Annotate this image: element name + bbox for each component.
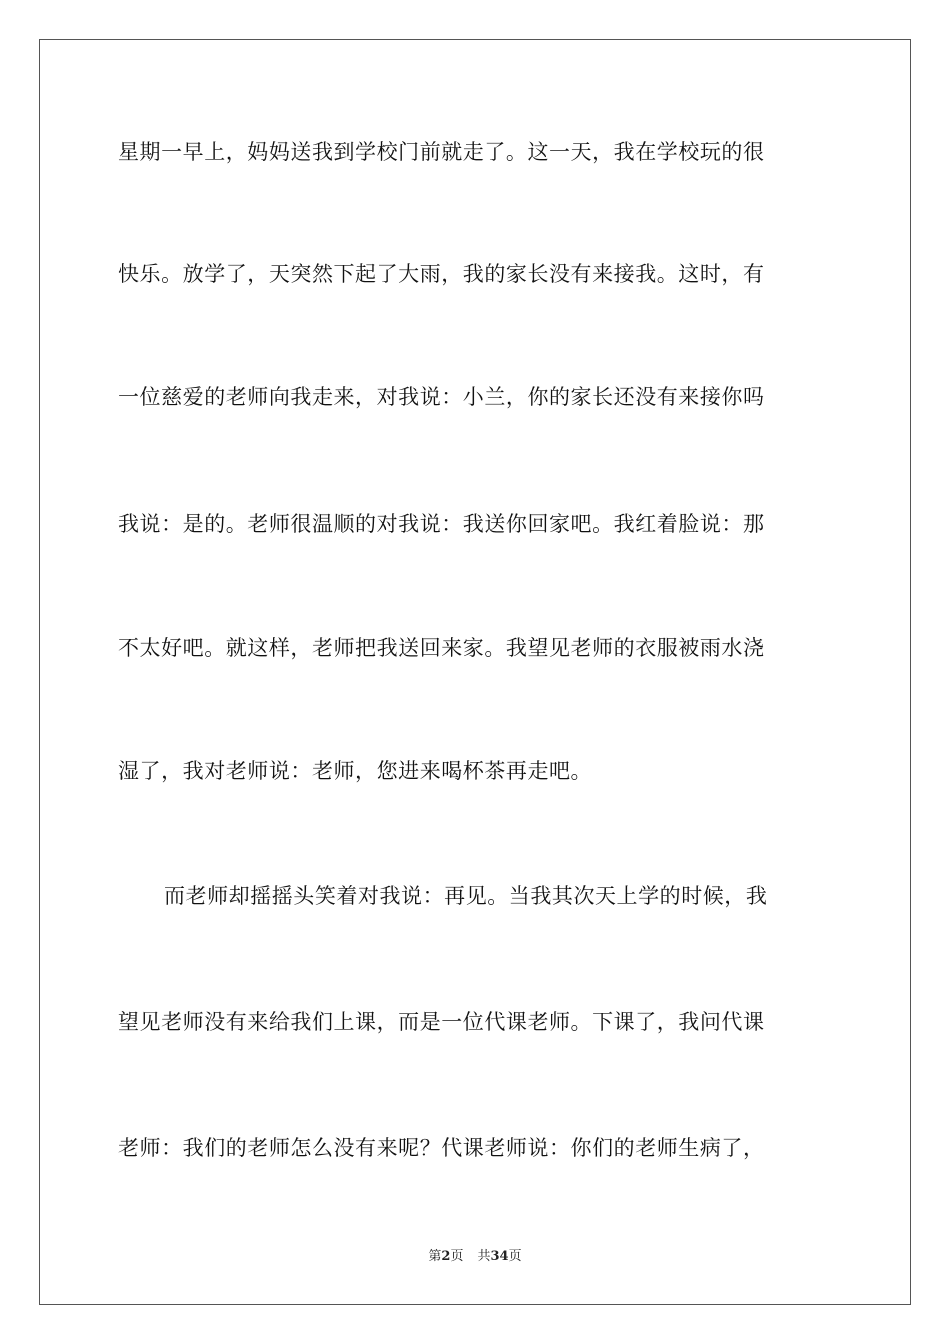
page-footer — [0, 1248, 950, 1266]
page-border — [39, 39, 911, 1305]
body-text-line: 而老师却摇摇头笑着对我说：再见。当我其次天上学的时候，我 — [164, 884, 768, 908]
body-text-line: 不太好吧。就这样，老师把我送回来家。我望见老师的衣服被雨水浇 — [118, 636, 765, 660]
total-suffix: 页 — [508, 1249, 522, 1264]
page-prefix: 第 — [428, 1249, 442, 1264]
body-text-line: 老师：我们的老师怎么没有来呢？代课老师说：你们的老师生病了， — [118, 1136, 765, 1160]
total-pages: 34 — [490, 1249, 509, 1264]
body-text-line: 湿了，我对老师说：老师，您进来喝杯茶再走吧。 — [118, 759, 593, 783]
page-suffix: 页 — [450, 1249, 464, 1264]
page-number: 2 — [441, 1249, 451, 1264]
body-text-line: 一位慈爱的老师向我走来，对我说：小兰，你的家长还没有来接你吗 — [118, 385, 765, 409]
body-text-line: 快乐。放学了，天突然下起了大雨，我的家长没有来接我。这时，有 — [118, 262, 765, 286]
body-text-line: 望见老师没有来给我们上课，而是一位代课老师。下课了，我问代课 — [118, 1010, 765, 1034]
body-text-line: 星期一早上，妈妈送我到学校门前就走了。这一天，我在学校玩的很 — [118, 140, 765, 164]
body-text-line: 我说：是的。老师很温顺的对我说：我送你回家吧。我红着脸说：那 — [118, 512, 765, 536]
total-prefix: 共 — [477, 1249, 491, 1264]
